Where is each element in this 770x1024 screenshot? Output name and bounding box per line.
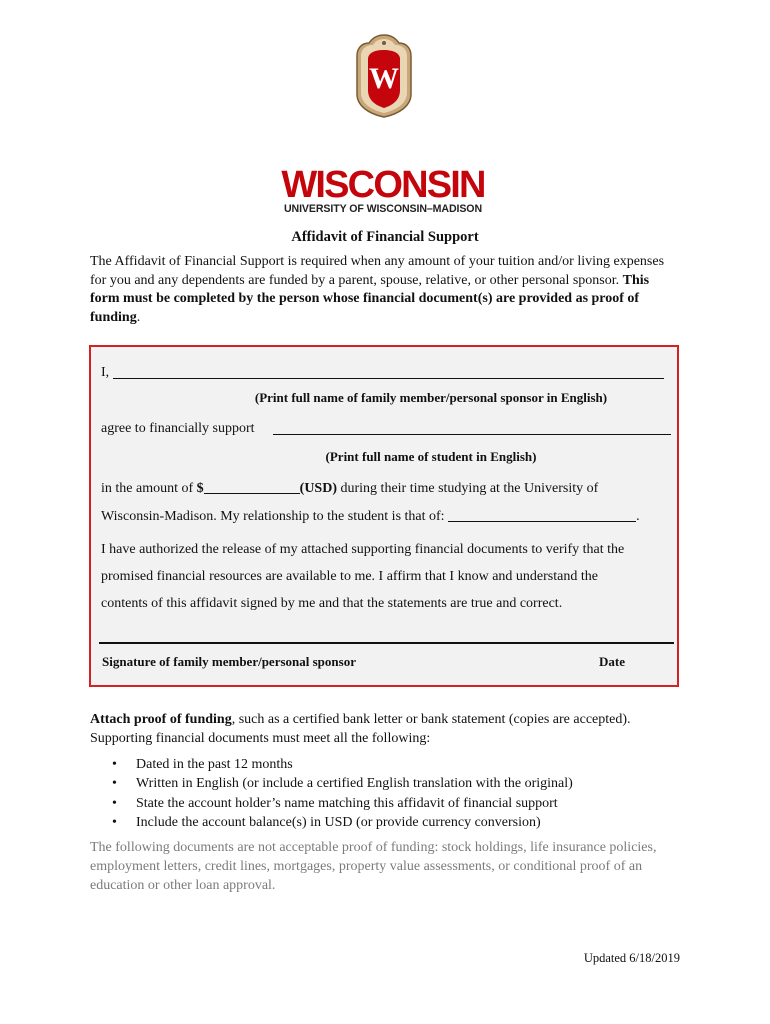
list-item: • Dated in the past 12 months	[110, 755, 573, 774]
statement-line: contents of this affidavit signed by me and that the statements are true and correct.	[101, 596, 563, 611]
student-name-caption: (Print full name of student in English)	[325, 449, 537, 464]
list-item: • Written in English (or include a certified English translation with the original)	[110, 774, 573, 793]
attach-text: , such as a certified bank letter or bank statement (copies are accepted). Supporting financial documents must meet all the following:	[90, 712, 631, 746]
amount-prefix: in the amount of	[101, 481, 197, 496]
amount-usd: (USD)	[299, 481, 337, 496]
relationship-line	[101, 510, 640, 524]
crest-letter: W	[369, 62, 399, 95]
relationship-field[interactable]	[448, 521, 636, 522]
wisconsin-wordmark: WISCONSIN	[281, 164, 485, 206]
line2-prefix: agree to financially support	[101, 421, 255, 436]
statement-paragraph	[101, 536, 676, 617]
statement-line: promised financial resources are available to me. I affirm that I know and understand the	[101, 569, 598, 584]
student-name-field[interactable]	[273, 434, 671, 435]
intro-paragraph	[90, 253, 682, 327]
relationship-text: Wisconsin-Madison. My relationship to the student is that of:	[101, 509, 445, 524]
sponsor-name-field[interactable]	[113, 378, 664, 379]
date-label: Date	[599, 654, 625, 669]
university-subline: UNIVERSITY OF WISCONSIN–MADISON	[283, 203, 482, 215]
signature-line[interactable]	[99, 642, 674, 644]
affidavit-form	[89, 345, 679, 687]
amount-dollar: $	[196, 481, 204, 496]
attach-paragraph	[90, 711, 690, 748]
statement-line: I have authorized the release of my attached supporting financial documents to verify that the	[101, 542, 625, 557]
list-item: • Include the account balance(s) in USD (or provide currency conversion)	[110, 813, 573, 832]
amount-field[interactable]	[204, 493, 300, 494]
line1-prefix: I,	[101, 365, 110, 380]
intro-bold: This form must be completed by the person whose financial document(s) are provided as proof of funding	[90, 272, 650, 325]
list-item: • State the account holder’s name matching this affidavit of financial support	[110, 794, 573, 813]
requirements-list	[110, 755, 573, 832]
not-acceptable-paragraph: The following documents are not acceptable proof of funding: stock holdings, life insurance policies, employment letters, credit lines, mortgages, property value assessments, or conditional proof of an education or other loan approval.	[90, 840, 657, 893]
amount-suffix: during their time studying at the University of	[337, 481, 599, 496]
page-title: Affidavit of Financial Support	[291, 229, 479, 245]
intro-end: .	[136, 309, 141, 325]
attach-bold: Attach proof of funding	[90, 712, 232, 727]
signature-label: Signature of family member/personal sponsor	[102, 654, 356, 669]
intro-text: The Affidavit of Financial Support is required when any amount of your tuition and/or living expenses for you and any dependents are funded by a parent, spouse, relative, or other personal sponsor.	[90, 254, 665, 288]
sponsor-name-caption: (Print full name of family member/personal sponsor in English)	[254, 390, 608, 405]
amount-line	[101, 482, 598, 496]
uw-crest-icon	[355, 34, 413, 118]
updated-date: Updated 6/18/2019	[583, 951, 680, 965]
relationship-end: .	[636, 509, 640, 524]
uw-madison-logo	[272, 34, 494, 215]
